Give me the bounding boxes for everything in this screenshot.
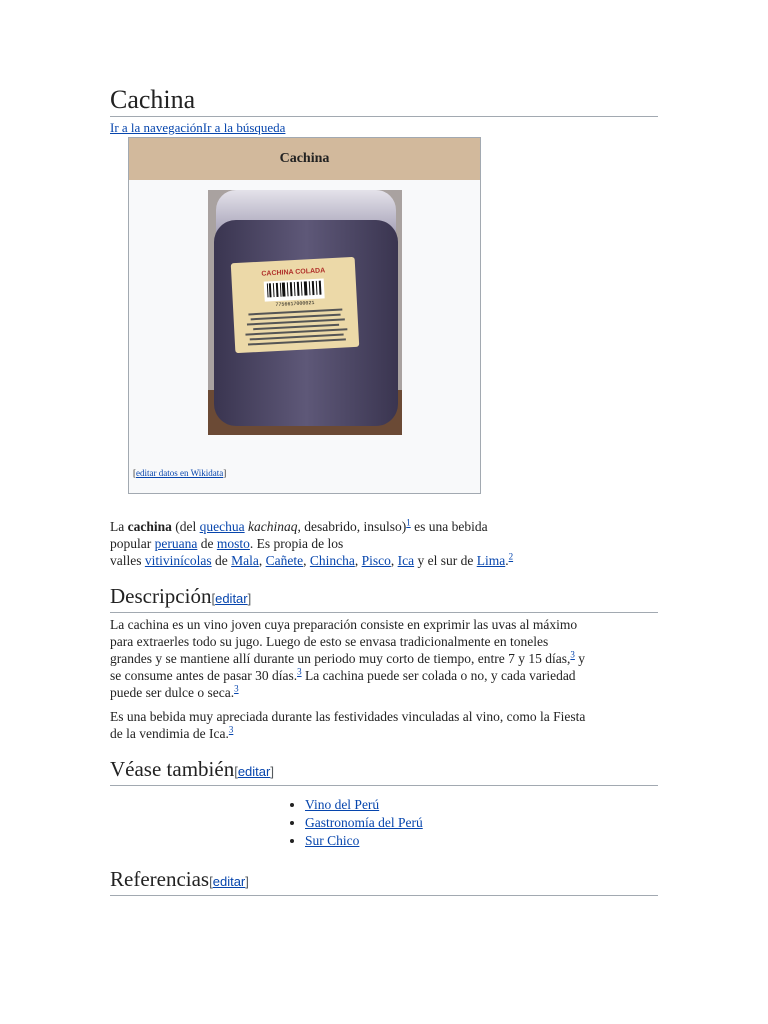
link-quechua[interactable]: quechua [199,519,245,534]
ref-3c[interactable]: 3 [234,683,239,694]
list-item [305,796,423,814]
descripcion-paragraph-2: Es una bebida muy apreciada durante las festividades vinculadas al vino, como la Fiesta de la vendimia de Ica.$^3$ [110,709,586,741]
link-vitivinicolas[interactable]: vitivinícolas [144,553,212,568]
link-gastronomia-del-peru[interactable]: Gastronomía del Perú [305,815,423,830]
section-heading-descripcion: Descripción[editar] [110,583,658,613]
edit-referencias-link[interactable]: editar [212,874,246,889]
link-chincha[interactable]: Chincha [309,553,355,568]
intro-paragraph [110,518,513,569]
link-peruana[interactable]: peruana [154,536,198,551]
link-sur-chico[interactable]: Sur Chico [305,833,360,848]
descripcion-paragraph-1: La cachina es un vino joven cuya preparación consiste en exprimir las uvas al máximo para extraerles todo su jugo. Luego de esto se envasa tradicionalmente en toneles grandes y se mantiene allí durante un periodo muy corto de tiempo, entre 7 y 15 días,$^3$ y se consume antes de pasar 30 días.$^3$ La cachina puede ser colada o no, y cada variedad puede ser dulce o seca.$^3$ [110,617,585,700]
section-heading-referencias: Referencias[editar] [110,866,658,896]
link-lima[interactable]: Lima [476,553,506,568]
cachina-bottle-image[interactable] [208,190,402,435]
ref-2[interactable]: 2 [508,551,514,562]
section-edit: [editar] [209,874,249,889]
list-item [305,832,423,850]
intro-line-3: valles vitivinícolas de Mala, Cañete, Chincha, Pisco, Ica y el sur de Lima.$^2$ [110,551,514,568]
image-barcode-number: 7756617000021 [275,299,315,309]
infobox [128,137,481,494]
image-label-text: CACHINA COLADA [261,267,326,278]
ref-3d[interactable]: 3 [228,724,234,735]
intro-line-2: popular peruana de mosto. Es propia de los [110,536,344,551]
ref-3a[interactable]: 3 [570,649,575,660]
term-bold: cachina [127,519,172,534]
edit-vease-link[interactable]: editar [237,764,271,779]
term-italic: kachinaq [248,519,298,534]
intro-line-1: La cachina (del quechua kachinaq, desabrido, insulso)$^1$ es una bebida [110,517,488,534]
link-canete[interactable]: Cañete [265,553,304,568]
link-mosto[interactable]: mosto [216,536,250,551]
jump-to-navigation-link[interactable]: Ir a la navegación [110,120,203,135]
link-vino-del-peru[interactable]: Vino del Perú [305,797,380,812]
link-ica[interactable]: Ica [397,553,415,568]
section-edit: [editar] [211,591,252,606]
ref-1[interactable]: 1 [406,517,411,528]
wikidata-edit: [editar datos en Wikidata] [133,468,227,478]
edit-wikidata-link[interactable]: editar datos en Wikidata [136,468,224,478]
edit-descripcion-link[interactable]: editar [215,591,248,606]
page-title: Cachina [110,84,658,117]
jump-links [110,120,285,136]
link-pisco[interactable]: Pisco [361,553,391,568]
see-also-list [285,796,423,850]
link-mala[interactable]: Mala [231,553,259,568]
ref-3b[interactable]: 3 [297,666,302,677]
jump-to-search-link[interactable]: Ir a la búsqueda [202,120,286,135]
section-edit: [editar] [234,764,274,779]
section-heading-vease: Véase también[editar] [110,756,658,786]
infobox-title: Cachina [129,138,480,180]
list-item [305,814,423,832]
